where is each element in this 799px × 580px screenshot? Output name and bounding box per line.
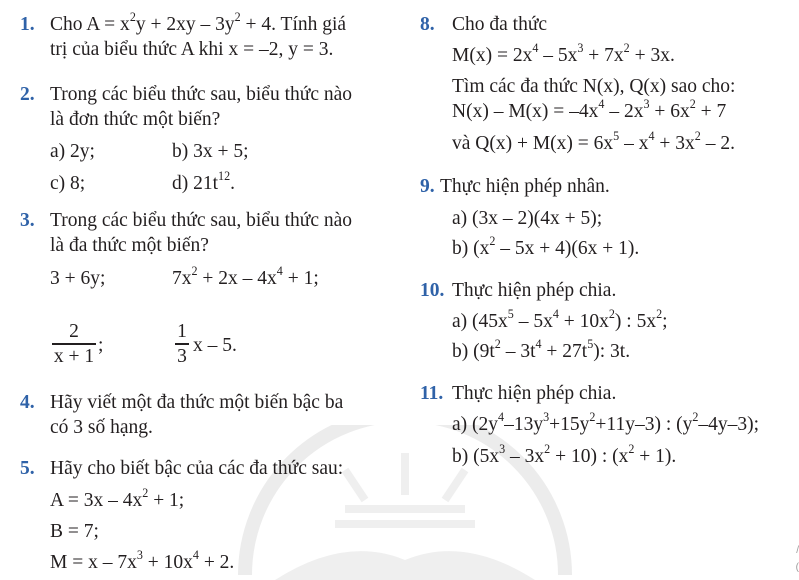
fraction-numerator: 2 <box>69 321 79 342</box>
exercise-3-line-1: Trong các biểu thức sau, biểu thức nào <box>50 210 353 231</box>
fraction-bar <box>52 343 96 345</box>
exercise-9-number: 9. <box>420 176 435 197</box>
exercise-5-line-1: Hãy cho biết bậc của các đa thức sau: <box>50 458 344 479</box>
exercise-5-poly-m: $M = x - 7x^3 + 10x^4 + 2$. <box>50 548 235 573</box>
exercise-11-part-a: a) $(2y^4-13y^3+15y^2+11y-3)$ : $(y^2-4y-3)$; <box>452 410 760 435</box>
fraction-1-over-3 <box>175 322 189 367</box>
fraction-denominator: x + 1 <box>53 345 95 367</box>
fraction-1-semicolon: ; <box>98 335 104 356</box>
fraction-denominator: 3 <box>177 345 187 367</box>
exercise-2-option-b: b) 3x + 5; <box>172 141 249 162</box>
edge-glyph-1: / <box>796 545 799 556</box>
exercise-10-part-a: a) $(45x^5 - 5x^4 + 10x^2)$ : $5x^2$; <box>452 307 668 332</box>
exercise-5-poly-b: B = 7; <box>50 521 99 542</box>
exercise-8-number: 8. <box>420 14 435 35</box>
exercise-8-line-2: $M(x) = 2x^4 - 5x^3 + 7x^2 + 3x$. <box>452 41 675 66</box>
exercise-11-line-1: Thực hiện phép chia. <box>452 383 617 404</box>
exercise-10-line-1: Thực hiện phép chia. <box>452 280 617 301</box>
exercise-8-line-1: Cho đa thức <box>452 14 548 35</box>
exercise-10-part-b: b) $(9t^2 - 3t^4 + 27t^5)$: 3t. <box>452 337 631 362</box>
exercise-3-expression-2: $7x^2 + 2x - 4x^4 + 1$; <box>172 264 319 289</box>
exercise-1-line-1: Cho $A = x^2y + 2xy - 3y^2 + 4$. Tính giá <box>50 10 347 35</box>
exercise-9-part-b: b) $(x^2 - 5x + 4)(6x + 1)$. <box>452 234 640 259</box>
exercise-3-line-2: là đa thức một biến? <box>50 235 209 256</box>
exercise-2-option-d: d) $21t^{12}$. <box>172 169 235 194</box>
exercise-3-number: 3. <box>20 210 35 231</box>
edge-glyph-2: ( <box>795 562 799 573</box>
exercise-1-line-2: trị của biểu thức A khi x = –2, y = 3. <box>50 39 334 60</box>
exercise-1-number: 1. <box>20 14 35 35</box>
exercise-11-part-b: b) $(5x^3 - 3x^2 + 10)$ : $(x^2 + 1)$. <box>452 442 677 467</box>
exercise-2-number: 2. <box>20 84 35 105</box>
exercise-11-number: 11. <box>420 383 444 404</box>
exercise-5-poly-a: $A = 3x - 4x^2 + 1$; <box>50 486 185 511</box>
fraction-2-over-x-plus-1 <box>52 322 96 367</box>
fraction-bar <box>175 343 189 345</box>
fraction-2-tail: x – 5. <box>193 335 237 356</box>
exercise-8-line-4: $N(x) - M(x) = -4x^4 - 2x^3 + 6x^2 + 7$ <box>452 97 727 122</box>
exercise-5-number: 5. <box>20 458 35 479</box>
exercise-10-number: 10. <box>420 280 445 301</box>
exercise-2-option-a: a) 2y; <box>50 141 95 162</box>
exercise-8-line-5: và $Q(x) + M(x) = 6x^5 - x^4 + 3x^2 - 2$. <box>452 129 735 154</box>
fraction-numerator: 1 <box>177 321 187 342</box>
exercise-2-option-c: c) 8; <box>50 173 86 194</box>
exercise-9-part-a: a) (3x – 2)(4x + 5); <box>452 208 603 229</box>
exercise-3-expression-1: 3 + 6y; <box>50 268 106 289</box>
exercise-4-line-2: có 3 số hạng. <box>50 417 153 438</box>
exercise-8-line-3: Tìm các đa thức N(x), Q(x) sao cho: <box>452 76 736 97</box>
exercise-4-line-1: Hãy viết một đa thức một biến bậc ba <box>50 392 344 413</box>
exercise-4-number: 4. <box>20 392 35 413</box>
exercise-2-line-1: Trong các biểu thức sau, biểu thức nào <box>50 84 353 105</box>
exercise-2-line-2: là đơn thức một biến? <box>50 109 221 130</box>
exercise-9-line-1: Thực hiện phép nhân. <box>440 176 610 197</box>
